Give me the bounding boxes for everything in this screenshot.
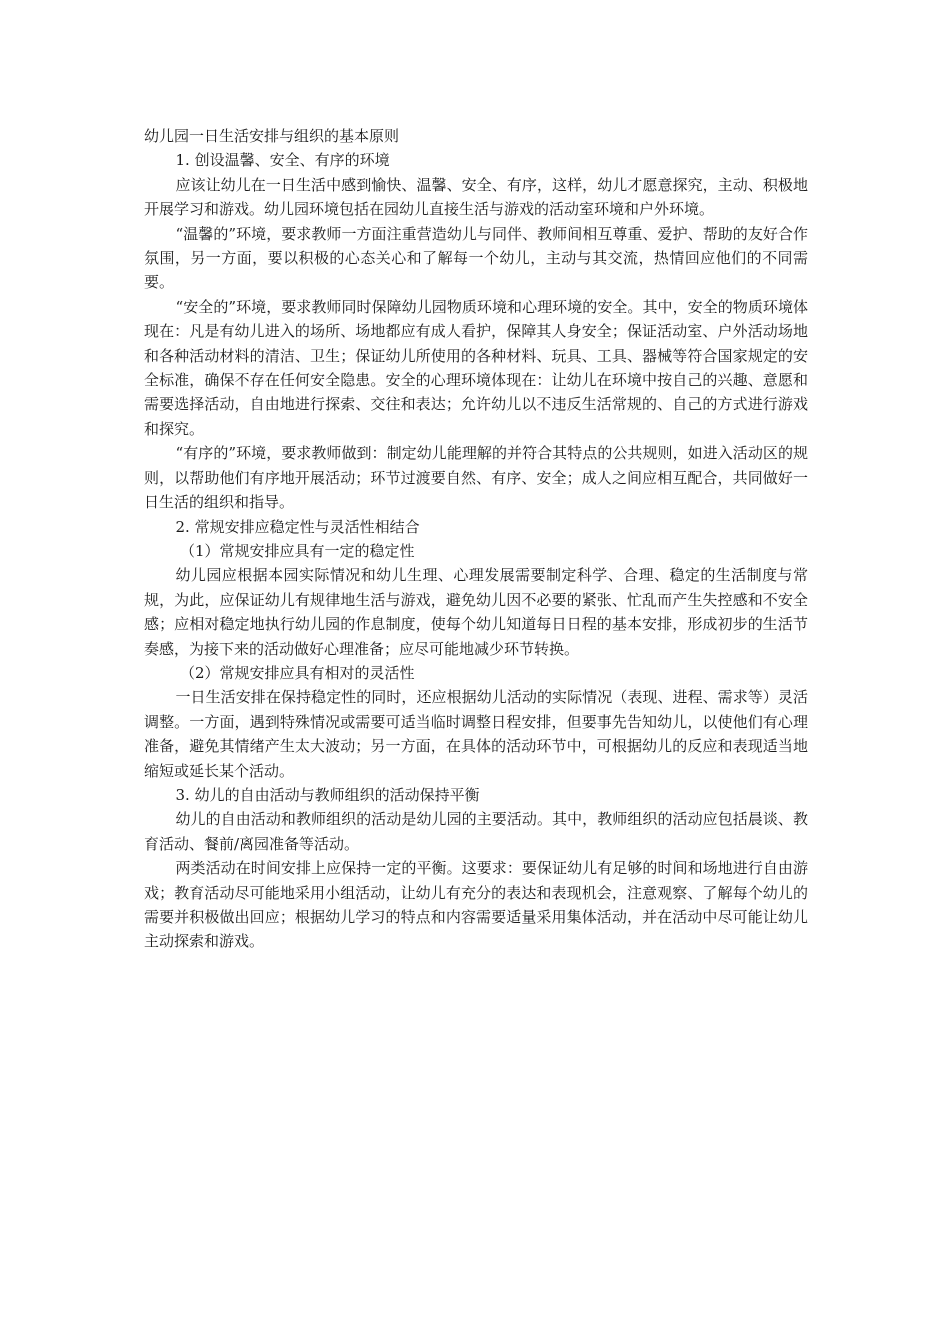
heading-1: 1. 创设温馨、安全、有序的环境 <box>175 151 390 170</box>
paragraph: 两类活动在时间安排上应保持一定的平衡。这要求：要保证幼儿有足够的时间和场地进行自由游戏；教育活动尽可能地采用小组活动，让幼儿有充分的表达和表现机会，注意观察、了解每个幼儿的需要并积极做出回应；根据幼儿学习的特点和内容需要适量采用集体活动，并在活动中尽可能让幼儿主动探索和游戏。 <box>144 859 808 951</box>
paragraph: “温馨的”环境，要求教师一方面注重营造幼儿与同伴、教师间相互尊重、爱护、帮助的友好合作氛围，另一方面，要以积极的心态关心和了解每一个幼儿，主动与其交流，热情回应他们的不同需要。 <box>144 224 808 292</box>
paragraph: 应该让幼儿在一日生活中感到愉快、温馨、安全、有序，这样，幼儿才愿意探究，主动、积极地开展学习和游戏。幼儿园环境包括在园幼儿直接生活与游戏的活动室环境和户外环境。 <box>144 175 808 219</box>
subheading-2-2: （2）常规安排应具有相对的灵活性 <box>180 663 415 682</box>
heading-3: 3. 幼儿的自由活动与教师组织的活动保持平衡 <box>175 785 480 804</box>
document-body <box>144 124 808 954</box>
subheading-2-1: （1）常规安排应具有一定的稳定性 <box>180 541 415 560</box>
paragraph: 一日生活安排在保持稳定性的同时，还应根据幼儿活动的实际情况（表现、进程、需求等）灵活调整。一方面，遇到特殊情况或需要可适当临时调整日程安排，但要事先告知幼儿，以使他们有心理准备，避免其情绪产生太大波动；另一方面，在具体的活动环节中，可根据幼儿的反应和表现适当地缩短或延长某个活动。 <box>144 688 808 780</box>
paragraph: “安全的”环境，要求教师同时保障幼儿园物质环境和心理环境的安全。其中，安全的物质环境体现在：凡是有幼儿进入的场所、场地都应有成人看护，保障其人身安全；保证活动室、户外活动场地和各种活动材料的清洁、卫生；保证幼儿所使用的各种材料、玩具、工具、器械等符合国家规定的安全标准，确保不存在任何安全隐患。安全的心理环境体现在：让幼儿在环境中按自己的兴趣、意愿和需要选择活动，自由地进行探索、交往和表达；允许幼儿以不违反生活常规的、自己的方式进行游戏和探究。 <box>144 297 808 438</box>
document-title: 幼儿园一日生活安排与组织的基本原则 <box>144 127 400 145</box>
paragraph: 幼儿的自由活动和教师组织的活动是幼儿园的主要活动。其中，教师组织的活动应包括晨谈、教育活动、餐前/离园准备等活动。 <box>144 810 808 853</box>
paragraph: “有序的”环境，要求教师做到：制定幼儿能理解的并符合其特点的公共规则，如进入活动区的规则，以帮助他们有序地开展活动；环节过渡要自然、有序、安全；成人之间应相互配合，共同做好一日生活的组织和指导。 <box>144 444 808 512</box>
paragraph: 幼儿园应根据本园实际情况和幼儿生理、心理发展需要制定科学、合理、稳定的生活制度与常规，为此，应保证幼儿有规律地生活与游戏，避免幼儿因不必要的紧张、忙乱而产生失控感和不安全感；应相对稳定地执行幼儿园的作息制度，使每个幼儿知道每日日程的基本安排，形成初步的生活节奏感，为接下来的活动做好心理准备；应尽可能地减少环节转换。 <box>144 566 808 658</box>
heading-2: 2. 常规安排应稳定性与灵活性相结合 <box>175 517 420 536</box>
